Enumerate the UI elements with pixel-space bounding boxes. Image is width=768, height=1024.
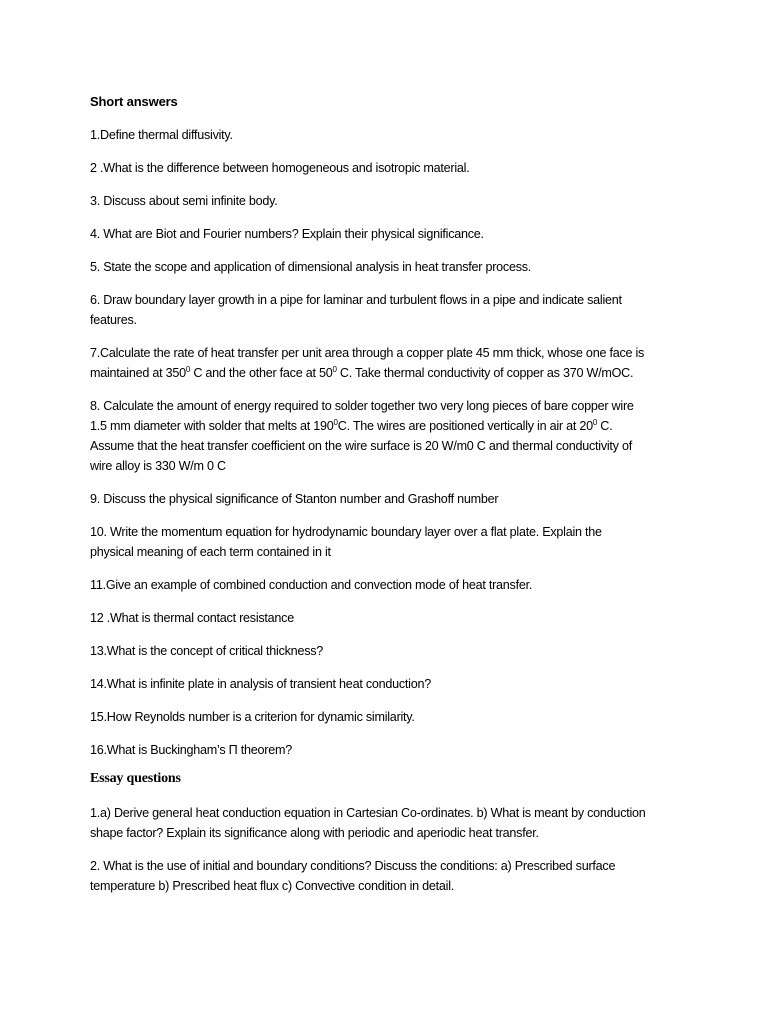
question-line: 1.a) Derive general heat conduction equation in Cartesian Co-ordinates. b) What is meant by conduction	[90, 806, 646, 820]
question-line: 2 .What is the difference between homogeneous and isotropic material.	[90, 161, 470, 175]
essay-questions-heading: Essay questions	[90, 771, 181, 786]
short-question-3	[90, 191, 690, 211]
short-question-7	[90, 343, 690, 383]
question-line: 9. Discuss the physical significance of Stanton number and Grashoff number	[90, 492, 499, 506]
question-text: C. Take thermal conductivity of copper as 370 W/mOC.	[336, 366, 634, 380]
short-answers-heading: Short answers	[90, 94, 178, 109]
question-line: 14.What is infinite plate in analysis of transient heat conduction?	[90, 677, 431, 691]
question-line: 1.Define thermal diffusivity.	[90, 128, 233, 142]
question-text: 8. Calculate the amount of energy required to solder together two very long pieces of bare copper wire	[90, 399, 634, 413]
question-text: C. The wires are positioned vertically in air at 20	[337, 419, 593, 433]
short-question-1	[90, 125, 690, 145]
question-line: 12 .What is thermal contact resistance	[90, 611, 294, 625]
question-text: C.	[597, 419, 613, 433]
question-line: 11.Give an example of combined conduction and convection mode of heat transfer.	[90, 578, 533, 592]
degree-superscript: 0	[332, 365, 337, 374]
short-question-5	[90, 257, 690, 277]
question-line	[90, 416, 690, 436]
question-line: 3. Discuss about semi infinite body.	[90, 194, 278, 208]
question-line: 5. State the scope and application of dimensional analysis in heat transfer process.	[90, 260, 532, 274]
short-question-12	[90, 608, 690, 628]
question-line: 16.What is Buckingham’s Π theorem?	[90, 743, 292, 757]
short-question-9	[90, 489, 690, 509]
question-text: maintained at 350	[90, 366, 186, 380]
question-line	[90, 456, 690, 476]
question-line	[90, 396, 690, 416]
short-question-14	[90, 674, 690, 694]
short-question-6	[90, 290, 690, 330]
short-question-8	[90, 396, 690, 476]
question-text: 1.5 mm diameter with solder that melts at 190	[90, 419, 334, 433]
question-line: 15.How Reynolds number is a criterion for dynamic similarity.	[90, 710, 415, 724]
short-question-16	[90, 740, 690, 760]
degree-superscript: 0	[592, 418, 598, 427]
question-line	[90, 343, 690, 363]
question-line: shape factor? Explain its significance along with periodic and aperiodic heat transfer.	[90, 826, 539, 840]
question-line: 2. What is the use of initial and boundary conditions? Discuss the conditions: a) Prescribed surface	[90, 859, 616, 873]
question-text: C and the other face at 50	[190, 366, 333, 380]
question-line: 4. What are Biot and Fourier numbers? Explain their physical significance.	[90, 227, 484, 241]
degree-superscript: 0	[185, 365, 191, 374]
short-question-4	[90, 224, 690, 244]
question-text: 7.Calculate the rate of heat transfer per unit area through a copper plate 45 mm thick, whose one face is	[90, 346, 645, 360]
essay-question-2	[90, 856, 690, 896]
question-line: physical meaning of each term contained in it	[90, 545, 331, 559]
question-line: temperature b) Prescribed heat flux c) Convective condition in detail.	[90, 879, 455, 893]
question-line	[90, 363, 690, 383]
question-line	[90, 436, 690, 456]
short-question-2	[90, 158, 690, 178]
short-question-11	[90, 575, 690, 595]
short-question-13	[90, 641, 690, 661]
question-line: 13.What is the concept of critical thickness?	[90, 644, 324, 658]
degree-superscript: 0	[333, 418, 338, 427]
short-question-15	[90, 707, 690, 727]
short-question-10	[90, 522, 690, 562]
question-line: features.	[90, 313, 137, 327]
question-line: 6. Draw boundary layer growth in a pipe for laminar and turbulent flows in a pipe and indicate salient	[90, 293, 622, 307]
essay-question-1	[90, 803, 690, 843]
question-line: 10. Write the momentum equation for hydrodynamic boundary layer over a flat plate. Explain the	[90, 525, 602, 539]
question-text: wire alloy is 330 W/m 0 C	[90, 459, 226, 473]
question-text: Assume that the heat transfer coefficient on the wire surface is 20 W/m0 C and thermal conductivity of	[90, 439, 632, 453]
